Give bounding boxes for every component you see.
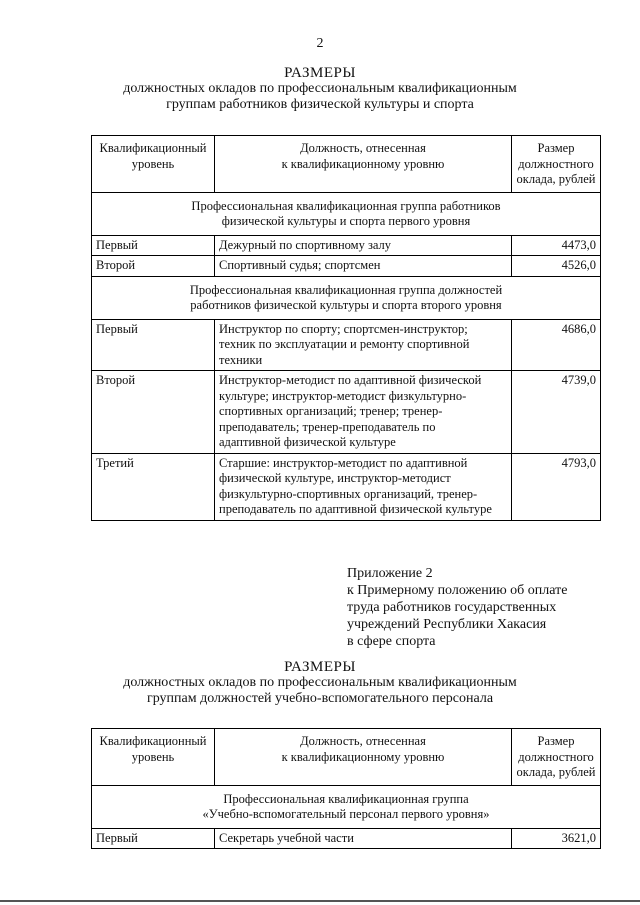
position-cell: Дежурный по спортивному залу bbox=[215, 235, 512, 256]
appendix-line3: труда работников государственных bbox=[347, 600, 557, 615]
table-header-row bbox=[92, 136, 601, 193]
group-title: Профессиональная квалификационная группа работников физической культуры и спорта первого уровня bbox=[92, 192, 601, 235]
group-row bbox=[92, 192, 601, 235]
appendix-line5: в сфере спорта bbox=[347, 634, 436, 649]
header-salary: Размер должностного оклада, рублей bbox=[512, 136, 601, 193]
table-row bbox=[92, 256, 601, 277]
appendix-line2: к Примерному положению об оплате bbox=[347, 583, 568, 598]
salary-cell: 4473,0 bbox=[512, 235, 601, 256]
group-row bbox=[92, 276, 601, 319]
header-level: Квалификационный уровень bbox=[92, 729, 215, 786]
section1-heading bbox=[0, 65, 640, 113]
level-cell: Второй bbox=[92, 371, 215, 454]
salary-cell: 3621,0 bbox=[512, 828, 601, 849]
level-cell: Первый bbox=[92, 828, 215, 849]
section2-table bbox=[91, 728, 601, 849]
page-number: 2 bbox=[316, 36, 324, 51]
section1-subtitle-line1: должностных окладов по профессиональным квалификационным bbox=[123, 81, 517, 96]
header-salary: Размер должностного оклада, рублей bbox=[512, 729, 601, 786]
header-position: Должность, отнесенная к квалификационному уровню bbox=[215, 729, 512, 786]
table-row bbox=[92, 235, 601, 256]
group-title: Профессиональная квалификационная группа должностей работников физической культуры и спорта второго уровня bbox=[92, 276, 601, 319]
level-cell: Третий bbox=[92, 453, 215, 520]
salary-cell: 4686,0 bbox=[512, 319, 601, 371]
page-bottom-edge bbox=[0, 900, 640, 902]
position-cell: Старшие: инструктор-методист по адаптивной физической культуре, инструктор-методист физкультурно-спортивных организаций, тренер- преподаватель по адаптивной физической культуре bbox=[215, 453, 512, 520]
appendix-note bbox=[347, 565, 567, 650]
table-row bbox=[92, 828, 601, 849]
position-cell: Спортивный судья; спортсмен bbox=[215, 256, 512, 277]
group-row bbox=[92, 785, 601, 828]
appendix-line4: учреждений Республики Хакасия bbox=[347, 617, 547, 632]
level-cell: Первый bbox=[92, 319, 215, 371]
position-cell: Инструктор-методист по адаптивной физической культуре; инструктор-методист физкультурно- спортивных организаций; тренер; тренер- преподаватель; тренер-преподаватель по адаптивной физической культуре bbox=[215, 371, 512, 454]
section2-title: РАЗМЕРЫ bbox=[284, 659, 356, 675]
header-position: Должность, отнесенная к квалификационному уровню bbox=[215, 136, 512, 193]
position-cell: Инструктор по спорту; спортсмен-инструктор; техник по эксплуатации и ремонту спортивной техники bbox=[215, 319, 512, 371]
table-header-row bbox=[92, 729, 601, 786]
section1-title: РАЗМЕРЫ bbox=[284, 65, 356, 81]
section1-table bbox=[91, 135, 601, 521]
table-row bbox=[92, 453, 601, 520]
section2-subtitle-line1: должностных окладов по профессиональным квалификационным bbox=[123, 675, 517, 690]
header-level: Квалификационный уровень bbox=[92, 136, 215, 193]
group-title: Профессиональная квалификационная группа «Учебно-вспомогательный персонал первого уровня» bbox=[92, 785, 601, 828]
appendix-line1: Приложение 2 bbox=[347, 566, 433, 581]
table-row bbox=[92, 371, 601, 454]
section1-subtitle-line2: группам работников физической культуры и спорта bbox=[166, 97, 474, 112]
section2-heading bbox=[0, 659, 640, 707]
salary-cell: 4739,0 bbox=[512, 371, 601, 454]
salary-cell: 4793,0 bbox=[512, 453, 601, 520]
table-row bbox=[92, 319, 601, 371]
position-cell: Секретарь учебной части bbox=[215, 828, 512, 849]
level-cell: Второй bbox=[92, 256, 215, 277]
level-cell: Первый bbox=[92, 235, 215, 256]
section2-subtitle-line2: группам должностей учебно-вспомогательного персонала bbox=[146, 691, 494, 706]
salary-cell: 4526,0 bbox=[512, 256, 601, 277]
